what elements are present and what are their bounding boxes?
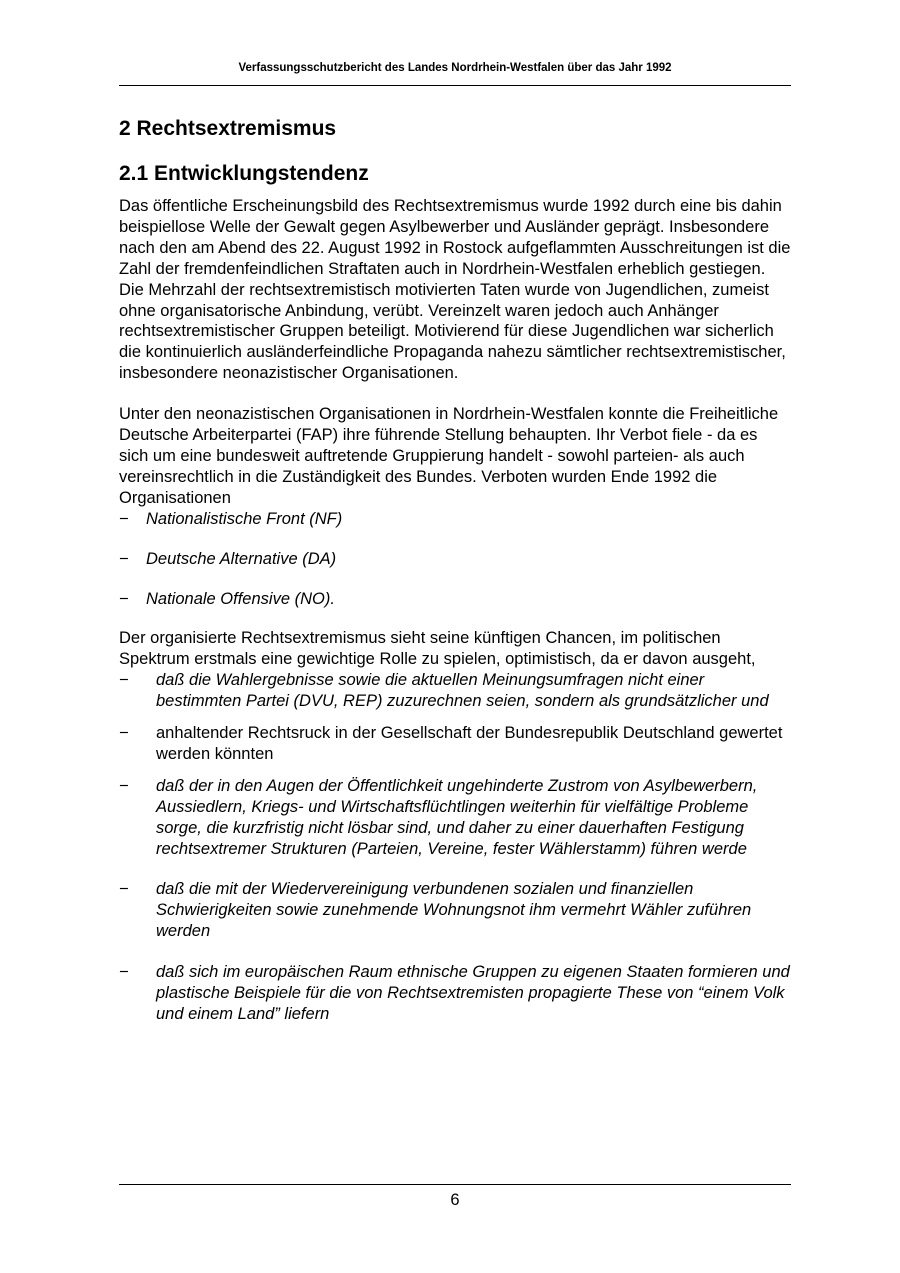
page-number: 6 [450, 1191, 460, 1209]
list-item [119, 723, 791, 765]
organisation-name: Deutsche Alternative (DA) [146, 549, 337, 568]
list-item [119, 879, 791, 942]
expectations-list [119, 670, 791, 1025]
dash-bullet-icon: − [119, 776, 129, 795]
page-body [119, 115, 791, 1036]
list-item [119, 670, 791, 712]
expectation-text: daß die mit der Wiedervereinigung verbundenen sozialen und finanziellen Schwierigkeiten sowie zunehmende Wohnungsnot ihm vermehrt Wähler zuführen werden [156, 880, 752, 941]
dash-bullet-icon: − [119, 963, 129, 982]
section-title: 2.1 Entwicklungstendenz [119, 162, 369, 185]
dash-bullet-icon: − [119, 724, 129, 743]
paragraph-2: Unter den neonazistischen Organisationen in Nordrhein-Westfalen konnte die Freiheitliche Deutsche Arbeiterpartei (FAP) ihre führende Stellung behaupten. Ihr Verbot fiele - da es sich um eine bundesweit auftretende Gruppierung handelt - sowohl parteien- als auch vereinsrechtlich in die Zuständigkeit des Bundes. Verboten wurden Ende 1992 die Organisationen [119, 405, 779, 507]
banned-organisations-list [119, 509, 791, 610]
paragraph-1: Das öffentliche Erscheinungsbild des Rechtsextremismus wurde 1992 durch eine bis dahin beispiellose Welle der Gewalt gegen Asylbewerber und Ausländer geprägt. Insbesondere nach den am Abend des 22. August 1992 in Rostock aufgeflammten Ausschreitungen ist die Zahl der fremdenfeindlichen Straftaten auch in Nordrhein-Westfalen erheblich gestiegen. Die Mehrzahl der rechtsextremistisch motivierten Taten wurde von Jugendlichen, zumeist ohne organisatorische Anbindung, verübt. Vereinzelt waren jedoch auch Anhänger rechtsextremistischer Gruppen beteiligt. Motivierend für diese Jugendlichen war sicherlich die kontinuierlich ausländerfeindliche Propaganda nahezu sämtlicher rechtsextremistischer, insbesondere neonazistischer Organisationen. [119, 197, 791, 383]
dash-bullet-icon: − [119, 589, 129, 608]
list-item [119, 776, 791, 860]
expectation-text: daß sich im europäischen Raum ethnische Gruppen zu eigenen Staaten formieren und plastische Beispiele für die von Rechtsextremisten propagierte These von “einem Volk und einem Land” liefern [156, 963, 790, 1023]
dash-bullet-icon: − [119, 671, 129, 690]
expectation-text: daß die Wahlergebnisse sowie die aktuellen Meinungsumfragen nicht einer bestimmten Partei (DVU, REP) zuzurechnen seien, sondern als grundsätzlicher und [156, 671, 769, 711]
expectation-text: anhaltender Rechtsruck in der Gesellschaft der Bundesrepublik Deutschland gewertet werden könnten [156, 724, 783, 763]
list-item [119, 589, 791, 610]
dash-bullet-icon: − [119, 880, 129, 899]
footer-rule [119, 1184, 791, 1185]
dash-bullet-icon: − [119, 549, 129, 568]
organisation-name: Nationale Offensive (NO). [146, 589, 335, 608]
paragraph-3: Der organisierte Rechtsextremismus sieht seine künftigen Chancen, im politischen Spektrum erstmals eine gewichtige Rolle zu spielen, optimistisch, da er davon ausgeht, [119, 629, 756, 669]
dash-bullet-icon: − [119, 509, 129, 528]
list-item [119, 962, 791, 1025]
header-rule [119, 85, 791, 86]
list-item [119, 549, 791, 570]
chapter-title: 2 Rechtsextremismus [119, 117, 337, 140]
list-item [119, 509, 791, 530]
expectation-text: daß der in den Augen der Öffentlichkeit ungehinderte Zustrom von Asylbewerbern, Aussiedlern, Kriegs- und Wirtschaftsflüchtlingen weiterhin für vielfältige Probleme sorge, die kurzfristig nicht lösbar sind, und daher zu einer dauerhaften Festigung rechtsextremer Strukturen (Parteien, Vereine, fester Wählerstamm) führen werde [156, 776, 758, 858]
running-header: Verfassungsschutzbericht des Landes Nordrhein-Westfalen über das Jahr 1992 [238, 62, 672, 74]
organisation-name: Nationalistische Front (NF) [146, 509, 343, 528]
